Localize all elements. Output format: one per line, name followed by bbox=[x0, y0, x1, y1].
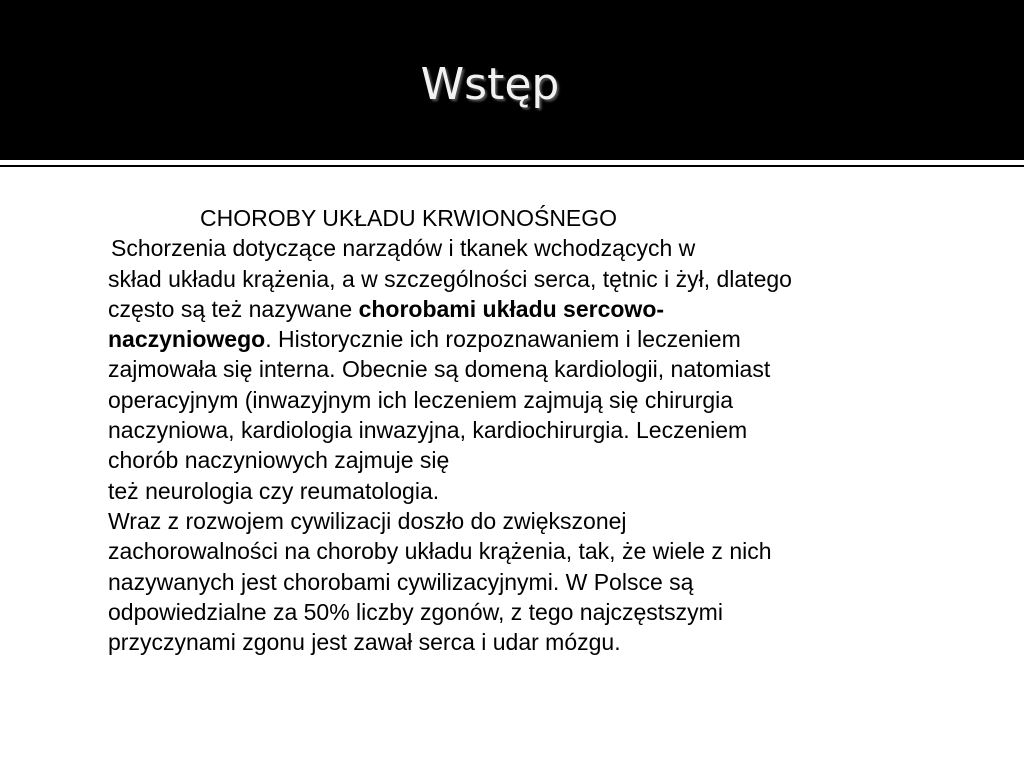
body-line-4-text: . Historycznie ich rozpoznawaniem i leczeniem bbox=[265, 326, 741, 353]
body-line-3-text: często są też nazywane bbox=[108, 295, 359, 322]
section-heading: CHOROBY UKŁADU KRWIONOŚNEGO bbox=[200, 205, 618, 231]
separator-line bbox=[0, 165, 1024, 167]
body-line-1: Schorzenia dotyczące narządów i tkanek wchodzących w bbox=[111, 235, 696, 262]
body-line-11: zachorowalności na choroby układu krążenia, tak, że wiele z nich bbox=[108, 538, 772, 565]
body-line-4 bbox=[108, 324, 978, 354]
body-line-13: odpowiedzialne za 50% liczby zgonów, z tego najczęstszymi bbox=[108, 598, 723, 625]
body-line-5: zajmowała się interna. Obecnie są domeną kardiologii, natomiast bbox=[108, 356, 771, 383]
slide-title: Wstęp bbox=[420, 59, 560, 110]
body-line-7: naczyniowa, kardiologia inwazyjna, kardiochirurgia. Leczeniem bbox=[108, 417, 748, 444]
body-line-14: przyczynami zgonu jest zawał serca i udar mózgu. bbox=[108, 629, 621, 656]
body-line-9: też neurologia czy reumatologia. bbox=[108, 477, 440, 504]
bold-term-part-1: chorobami układu sercowo- bbox=[358, 295, 665, 322]
body-line-3 bbox=[108, 294, 978, 324]
slide-body bbox=[108, 203, 978, 657]
title-band bbox=[0, 0, 1024, 160]
body-line-12: nazywanych jest chorobami cywilizacyjnymi. W Polsce są bbox=[108, 568, 694, 595]
body-line-8: chorób naczyniowych zajmuje się bbox=[108, 447, 450, 474]
body-line-10: Wraz z rozwojem cywilizacji doszło do zwiększonej bbox=[108, 507, 627, 534]
bold-term-part-2: naczyniowego bbox=[108, 326, 266, 353]
body-line-2: skład układu krążenia, a w szczególności serca, tętnic i żył, dlatego bbox=[108, 265, 792, 292]
body-line-6: operacyjnym (inwazyjnym ich leczeniem zajmują się chirurgia bbox=[108, 386, 734, 413]
